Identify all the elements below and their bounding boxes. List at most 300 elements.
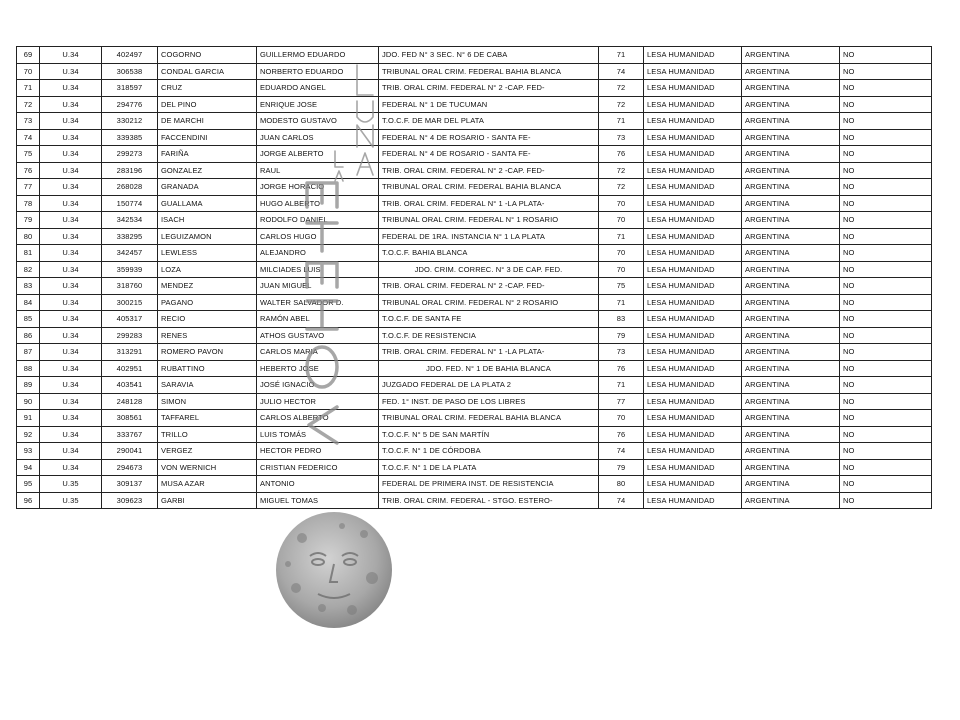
first-name-cell: CARLOS HUGO [257, 228, 379, 245]
crime-cell: LESA HUMANIDAD [644, 278, 742, 295]
court-cell: JDO. FED N° 3 SEC. N° 6 DE CABA [379, 47, 599, 64]
first-name-cell: HEBERTO JOSE [257, 360, 379, 377]
unit-cell: U.34 [40, 311, 102, 328]
flag-cell: NO [840, 377, 932, 394]
age-cell: 71 [599, 377, 644, 394]
surname-cell: GRANADA [158, 179, 257, 196]
age-cell: 73 [599, 129, 644, 146]
country-cell: ARGENTINA [742, 360, 840, 377]
unit-cell: U.34 [40, 245, 102, 262]
crime-cell: LESA HUMANIDAD [644, 344, 742, 361]
surname-cell: GONZALEZ [158, 162, 257, 179]
table-row [17, 146, 932, 163]
table-row [17, 278, 932, 295]
age-cell: 73 [599, 344, 644, 361]
crime-cell: LESA HUMANIDAD [644, 294, 742, 311]
surname-cell: CRUZ [158, 80, 257, 97]
court-cell: FEDERAL DE 1RA. INSTANCIA N° 1 LA PLATA [379, 228, 599, 245]
age-cell: 72 [599, 179, 644, 196]
first-name-cell: MIGUEL TOMAS [257, 492, 379, 509]
crime-cell: LESA HUMANIDAD [644, 377, 742, 394]
court-cell: FEDERAL N° 4 DE ROSARIO - SANTA FE- [379, 129, 599, 146]
first-name-cell: ANTONIO [257, 476, 379, 493]
first-name-cell: HECTOR PEDRO [257, 443, 379, 460]
court-cell: FEDERAL N° 4 DE ROSARIO - SANTA FE- [379, 146, 599, 163]
row-number-cell: 80 [17, 228, 40, 245]
age-cell: 70 [599, 195, 644, 212]
record-id-cell: 402951 [102, 360, 158, 377]
table-row [17, 212, 932, 229]
country-cell: ARGENTINA [742, 261, 840, 278]
table-row [17, 47, 932, 64]
country-cell: ARGENTINA [742, 311, 840, 328]
surname-cell: ROMERO PAVON [158, 344, 257, 361]
flag-cell: NO [840, 393, 932, 410]
unit-cell: U.34 [40, 96, 102, 113]
table-row [17, 113, 932, 130]
surname-cell: GUALLAMA [158, 195, 257, 212]
surname-cell: FACCENDINI [158, 129, 257, 146]
court-cell: T.O.C.F. DE SANTA FE [379, 311, 599, 328]
crime-cell: LESA HUMANIDAD [644, 410, 742, 427]
first-name-cell: RAUL [257, 162, 379, 179]
country-cell: ARGENTINA [742, 344, 840, 361]
crime-cell: LESA HUMANIDAD [644, 459, 742, 476]
age-cell: 77 [599, 393, 644, 410]
first-name-cell: ENRIQUE JOSE [257, 96, 379, 113]
age-cell: 71 [599, 294, 644, 311]
unit-cell: U.34 [40, 360, 102, 377]
table-row [17, 476, 932, 493]
unit-cell: U.34 [40, 146, 102, 163]
records-table-body [17, 47, 932, 509]
row-number-cell: 77 [17, 179, 40, 196]
record-id-cell: 403541 [102, 377, 158, 394]
row-number-cell: 94 [17, 459, 40, 476]
record-id-cell: 283196 [102, 162, 158, 179]
crime-cell: LESA HUMANIDAD [644, 228, 742, 245]
flag-cell: NO [840, 80, 932, 97]
court-cell: TRIB. ORAL CRIM. FEDERAL N° 1 -LA PLATA- [379, 195, 599, 212]
unit-cell: U.34 [40, 426, 102, 443]
unit-cell: U.35 [40, 476, 102, 493]
crime-cell: LESA HUMANIDAD [644, 129, 742, 146]
court-cell: TRIBUNAL ORAL CRIM. FEDERAL N° 1 ROSARIO [379, 212, 599, 229]
court-cell: JUZGADO FEDERAL DE LA PLATA 2 [379, 377, 599, 394]
surname-cell: VERGEZ [158, 443, 257, 460]
surname-cell: GARBI [158, 492, 257, 509]
flag-cell: NO [840, 146, 932, 163]
row-number-cell: 78 [17, 195, 40, 212]
surname-cell: COGORNO [158, 47, 257, 64]
table-row [17, 261, 932, 278]
country-cell: ARGENTINA [742, 63, 840, 80]
age-cell: 70 [599, 245, 644, 262]
table-row [17, 426, 932, 443]
country-cell: ARGENTINA [742, 146, 840, 163]
country-cell: ARGENTINA [742, 47, 840, 64]
surname-cell: LOZA [158, 261, 257, 278]
country-cell: ARGENTINA [742, 228, 840, 245]
record-id-cell: 405317 [102, 311, 158, 328]
first-name-cell: MILCIADES LUIS [257, 261, 379, 278]
row-number-cell: 84 [17, 294, 40, 311]
crime-cell: LESA HUMANIDAD [644, 245, 742, 262]
record-id-cell: 306538 [102, 63, 158, 80]
record-id-cell: 308561 [102, 410, 158, 427]
row-number-cell: 95 [17, 476, 40, 493]
unit-cell: U.34 [40, 459, 102, 476]
record-id-cell: 268028 [102, 179, 158, 196]
first-name-cell: RODOLFO DANIEL [257, 212, 379, 229]
unit-cell: U.34 [40, 80, 102, 97]
country-cell: ARGENTINA [742, 162, 840, 179]
table-row [17, 195, 932, 212]
age-cell: 70 [599, 410, 644, 427]
age-cell: 72 [599, 80, 644, 97]
crime-cell: LESA HUMANIDAD [644, 261, 742, 278]
crime-cell: LESA HUMANIDAD [644, 179, 742, 196]
flag-cell: NO [840, 129, 932, 146]
country-cell: ARGENTINA [742, 96, 840, 113]
first-name-cell: EDUARDO ANGEL [257, 80, 379, 97]
record-id-cell: 299273 [102, 146, 158, 163]
record-id-cell: 318597 [102, 80, 158, 97]
record-id-cell: 402497 [102, 47, 158, 64]
unit-cell: U.34 [40, 327, 102, 344]
flag-cell: NO [840, 294, 932, 311]
table-row [17, 96, 932, 113]
surname-cell: SIMON [158, 393, 257, 410]
crime-cell: LESA HUMANIDAD [644, 393, 742, 410]
unit-cell: U.34 [40, 294, 102, 311]
unit-cell: U.34 [40, 212, 102, 229]
unit-cell: U.34 [40, 63, 102, 80]
flag-cell: NO [840, 344, 932, 361]
first-name-cell: MODESTO GUSTAVO [257, 113, 379, 130]
court-cell: FED. 1° INST. DE PASO DE LOS LIBRES [379, 393, 599, 410]
record-id-cell: 338295 [102, 228, 158, 245]
table-row [17, 245, 932, 262]
flag-cell: NO [840, 278, 932, 295]
surname-cell: MENDEZ [158, 278, 257, 295]
table-row [17, 443, 932, 460]
crime-cell: LESA HUMANIDAD [644, 212, 742, 229]
country-cell: ARGENTINA [742, 129, 840, 146]
row-number-cell: 89 [17, 377, 40, 394]
table-row [17, 327, 932, 344]
row-number-cell: 69 [17, 47, 40, 64]
crime-cell: LESA HUMANIDAD [644, 96, 742, 113]
crime-cell: LESA HUMANIDAD [644, 443, 742, 460]
country-cell: ARGENTINA [742, 327, 840, 344]
surname-cell: RUBATTINO [158, 360, 257, 377]
record-id-cell: 150774 [102, 195, 158, 212]
record-id-cell: 299283 [102, 327, 158, 344]
first-name-cell: GUILLERMO EDUARDO [257, 47, 379, 64]
country-cell: ARGENTINA [742, 80, 840, 97]
row-number-cell: 75 [17, 146, 40, 163]
unit-cell: U.34 [40, 377, 102, 394]
age-cell: 70 [599, 212, 644, 229]
court-cell: FEDERAL N° 1 DE TUCUMAN [379, 96, 599, 113]
age-cell: 76 [599, 146, 644, 163]
record-id-cell: 342457 [102, 245, 158, 262]
first-name-cell: CARLOS MARIA [257, 344, 379, 361]
crime-cell: LESA HUMANIDAD [644, 476, 742, 493]
court-cell: TRIB. ORAL CRIM. FEDERAL N° 2 -CAP. FED- [379, 162, 599, 179]
court-cell: T.O.C.F. DE MAR DEL PLATA [379, 113, 599, 130]
crime-cell: LESA HUMANIDAD [644, 311, 742, 328]
record-id-cell: 313291 [102, 344, 158, 361]
surname-cell: TAFFAREL [158, 410, 257, 427]
court-cell: T.O.C.F. N° 1 DE CÓRDOBA [379, 443, 599, 460]
first-name-cell: ATHOS GUSTAVO [257, 327, 379, 344]
flag-cell: NO [840, 228, 932, 245]
crime-cell: LESA HUMANIDAD [644, 80, 742, 97]
row-number-cell: 70 [17, 63, 40, 80]
record-id-cell: 309137 [102, 476, 158, 493]
table-row [17, 162, 932, 179]
surname-cell: LEGUIZAMON [158, 228, 257, 245]
age-cell: 79 [599, 327, 644, 344]
flag-cell: NO [840, 327, 932, 344]
age-cell: 76 [599, 426, 644, 443]
age-cell: 74 [599, 443, 644, 460]
table-row [17, 410, 932, 427]
surname-cell: PAGANO [158, 294, 257, 311]
country-cell: ARGENTINA [742, 113, 840, 130]
row-number-cell: 86 [17, 327, 40, 344]
first-name-cell: JORGE HORACIO [257, 179, 379, 196]
country-cell: ARGENTINA [742, 278, 840, 295]
age-cell: 74 [599, 492, 644, 509]
flag-cell: NO [840, 459, 932, 476]
flag-cell: NO [840, 212, 932, 229]
country-cell: ARGENTINA [742, 459, 840, 476]
first-name-cell: JUAN MIGUEL [257, 278, 379, 295]
table-row [17, 393, 932, 410]
surname-cell: TRILLO [158, 426, 257, 443]
court-cell: TRIBUNAL ORAL CRIM. FEDERAL BAHIA BLANCA [379, 410, 599, 427]
table-row [17, 492, 932, 509]
unit-cell: U.34 [40, 393, 102, 410]
country-cell: ARGENTINA [742, 245, 840, 262]
crime-cell: LESA HUMANIDAD [644, 327, 742, 344]
court-cell: TRIB. ORAL CRIM. FEDERAL N° 2 -CAP. FED- [379, 278, 599, 295]
record-id-cell: 294776 [102, 96, 158, 113]
record-id-cell: 309623 [102, 492, 158, 509]
court-cell: TRIBUNAL ORAL CRIM. FEDERAL BAHIA BLANCA [379, 179, 599, 196]
age-cell: 71 [599, 113, 644, 130]
flag-cell: NO [840, 63, 932, 80]
country-cell: ARGENTINA [742, 377, 840, 394]
row-number-cell: 82 [17, 261, 40, 278]
first-name-cell: JOSÉ IGNACIO [257, 377, 379, 394]
unit-cell: U.34 [40, 129, 102, 146]
first-name-cell: RAMÓN ABEL [257, 311, 379, 328]
court-cell: T.O.C.F. BAHIA BLANCA [379, 245, 599, 262]
row-number-cell: 91 [17, 410, 40, 427]
age-cell: 80 [599, 476, 644, 493]
flag-cell: NO [840, 47, 932, 64]
first-name-cell: ALEJANDRO [257, 245, 379, 262]
first-name-cell: JUAN CARLOS [257, 129, 379, 146]
first-name-cell: LUIS TOMÁS [257, 426, 379, 443]
first-name-cell: JULIO HECTOR [257, 393, 379, 410]
country-cell: ARGENTINA [742, 443, 840, 460]
unit-cell: U.34 [40, 261, 102, 278]
surname-cell: FARIÑA [158, 146, 257, 163]
flag-cell: NO [840, 360, 932, 377]
record-id-cell: 330212 [102, 113, 158, 130]
row-number-cell: 83 [17, 278, 40, 295]
row-number-cell: 85 [17, 311, 40, 328]
records-table [16, 46, 932, 509]
court-cell: TRIBUNAL ORAL CRIM. FEDERAL N° 2 ROSARIO [379, 294, 599, 311]
record-id-cell: 333767 [102, 426, 158, 443]
surname-cell: SARAVIA [158, 377, 257, 394]
court-cell: TRIB. ORAL CRIM. FEDERAL N° 1 -LA PLATA- [379, 344, 599, 361]
age-cell: 72 [599, 162, 644, 179]
age-cell: 83 [599, 311, 644, 328]
unit-cell: U.35 [40, 492, 102, 509]
crime-cell: LESA HUMANIDAD [644, 162, 742, 179]
flag-cell: NO [840, 476, 932, 493]
surname-cell: ISACH [158, 212, 257, 229]
row-number-cell: 90 [17, 393, 40, 410]
crime-cell: LESA HUMANIDAD [644, 492, 742, 509]
unit-cell: U.34 [40, 179, 102, 196]
row-number-cell: 93 [17, 443, 40, 460]
surname-cell: DE MARCHI [158, 113, 257, 130]
flag-cell: NO [840, 426, 932, 443]
court-cell: TRIB. ORAL CRIM. FEDERAL - STGO. ESTERO- [379, 492, 599, 509]
crime-cell: LESA HUMANIDAD [644, 426, 742, 443]
surname-cell: DEL PINO [158, 96, 257, 113]
table-row [17, 80, 932, 97]
table-row [17, 228, 932, 245]
surname-cell: RENES [158, 327, 257, 344]
flag-cell: NO [840, 96, 932, 113]
row-number-cell: 76 [17, 162, 40, 179]
age-cell: 79 [599, 459, 644, 476]
country-cell: ARGENTINA [742, 492, 840, 509]
country-cell: ARGENTINA [742, 476, 840, 493]
table-row [17, 459, 932, 476]
court-cell: JDO. CRIM. CORREC. N° 3 DE CAP. FED. [379, 261, 599, 278]
country-cell: ARGENTINA [742, 179, 840, 196]
table-row [17, 311, 932, 328]
record-id-cell: 294673 [102, 459, 158, 476]
court-cell: FEDERAL DE PRIMERA INST. DE RESISTENCIA [379, 476, 599, 493]
unit-cell: U.34 [40, 344, 102, 361]
crime-cell: LESA HUMANIDAD [644, 195, 742, 212]
flag-cell: NO [840, 245, 932, 262]
court-cell: T.O.C.F. N° 5 DE SAN MARTÍN [379, 426, 599, 443]
record-id-cell: 359939 [102, 261, 158, 278]
record-id-cell: 318760 [102, 278, 158, 295]
table-row [17, 129, 932, 146]
court-cell: T.O.C.F. DE RESISTENCIA [379, 327, 599, 344]
court-cell: JDO. FED. N° 1 DE BAHIA BLANCA [379, 360, 599, 377]
first-name-cell: NORBERTO EDUARDO [257, 63, 379, 80]
record-id-cell: 342534 [102, 212, 158, 229]
row-number-cell: 88 [17, 360, 40, 377]
age-cell: 72 [599, 96, 644, 113]
country-cell: ARGENTINA [742, 195, 840, 212]
crime-cell: LESA HUMANIDAD [644, 63, 742, 80]
record-id-cell: 300215 [102, 294, 158, 311]
flag-cell: NO [840, 195, 932, 212]
first-name-cell: WALTER SALVADOR D. [257, 294, 379, 311]
table-row [17, 294, 932, 311]
surname-cell: LEWLESS [158, 245, 257, 262]
country-cell: ARGENTINA [742, 294, 840, 311]
surname-cell: RECIO [158, 311, 257, 328]
row-number-cell: 96 [17, 492, 40, 509]
flag-cell: NO [840, 113, 932, 130]
table-row [17, 63, 932, 80]
age-cell: 76 [599, 360, 644, 377]
moon-face-seal-icon [272, 508, 396, 632]
row-number-cell: 87 [17, 344, 40, 361]
crime-cell: LESA HUMANIDAD [644, 146, 742, 163]
crime-cell: LESA HUMANIDAD [644, 360, 742, 377]
row-number-cell: 92 [17, 426, 40, 443]
country-cell: ARGENTINA [742, 393, 840, 410]
crime-cell: LESA HUMANIDAD [644, 113, 742, 130]
row-number-cell: 73 [17, 113, 40, 130]
first-name-cell: CRISTIAN FEDERICO [257, 459, 379, 476]
age-cell: 70 [599, 261, 644, 278]
record-id-cell: 339385 [102, 129, 158, 146]
first-name-cell: HUGO ALBERTO [257, 195, 379, 212]
unit-cell: U.34 [40, 113, 102, 130]
surname-cell: CONDAL GARCIA [158, 63, 257, 80]
flag-cell: NO [840, 162, 932, 179]
flag-cell: NO [840, 179, 932, 196]
row-number-cell: 81 [17, 245, 40, 262]
unit-cell: U.34 [40, 443, 102, 460]
surname-cell: MUSA AZAR [158, 476, 257, 493]
flag-cell: NO [840, 410, 932, 427]
table-row [17, 344, 932, 361]
first-name-cell: CARLOS ALBERTO [257, 410, 379, 427]
unit-cell: U.34 [40, 410, 102, 427]
flag-cell: NO [840, 443, 932, 460]
court-cell: T.O.C.F. N° 1 DE LA PLATA [379, 459, 599, 476]
row-number-cell: 74 [17, 129, 40, 146]
first-name-cell: JORGE ALBERTO [257, 146, 379, 163]
row-number-cell: 71 [17, 80, 40, 97]
crime-cell: LESA HUMANIDAD [644, 47, 742, 64]
flag-cell: NO [840, 261, 932, 278]
unit-cell: U.34 [40, 47, 102, 64]
row-number-cell: 72 [17, 96, 40, 113]
table-row [17, 360, 932, 377]
row-number-cell: 79 [17, 212, 40, 229]
court-cell: TRIB. ORAL CRIM. FEDERAL N° 2 -CAP. FED- [379, 80, 599, 97]
age-cell: 74 [599, 63, 644, 80]
table-row [17, 377, 932, 394]
age-cell: 71 [599, 228, 644, 245]
court-cell: TRIBUNAL ORAL CRIM. FEDERAL BAHIA BLANCA [379, 63, 599, 80]
record-id-cell: 248128 [102, 393, 158, 410]
unit-cell: U.34 [40, 162, 102, 179]
age-cell: 71 [599, 47, 644, 64]
country-cell: ARGENTINA [742, 212, 840, 229]
